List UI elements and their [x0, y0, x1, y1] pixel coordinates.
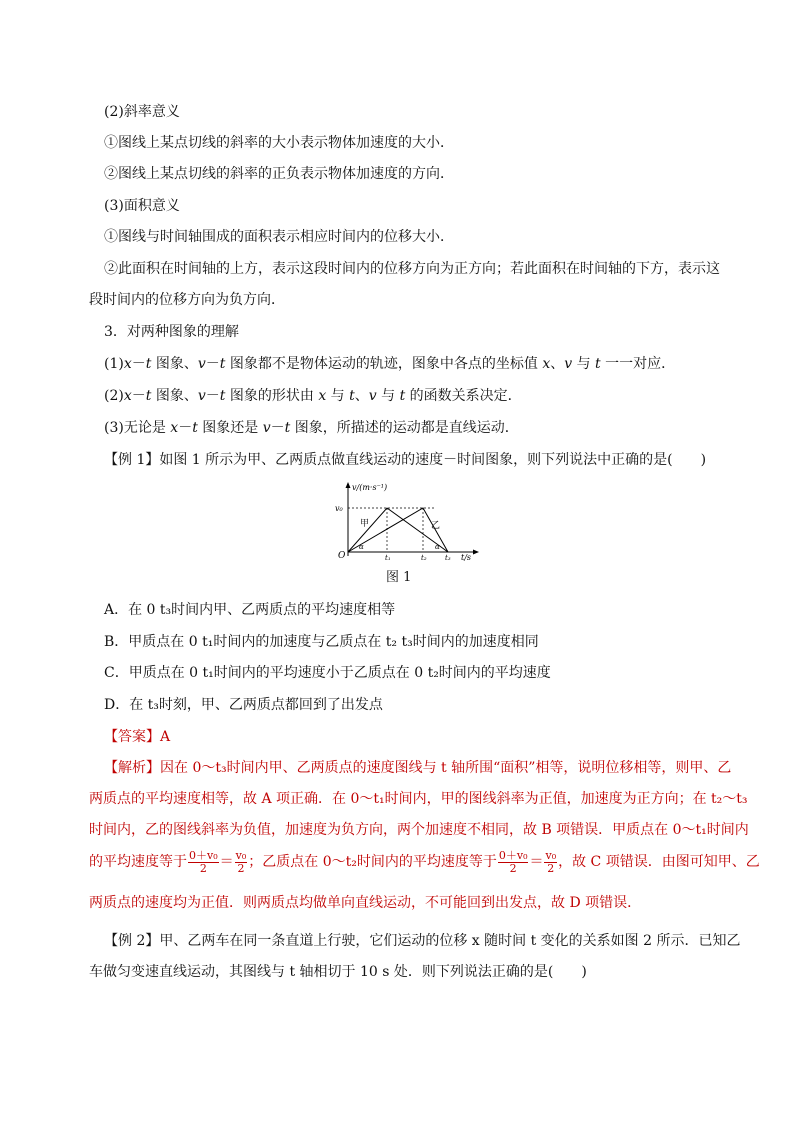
- yi-label: 乙: [431, 521, 441, 531]
- figure-1-caption: 图 1: [386, 570, 412, 585]
- understanding-1: (1)x－t 图象、v－t 图象都不是物体运动的轨迹，图象中各点的坐标值 x、v 与 t 一一对应．: [104, 356, 676, 372]
- t1-label: t₁: [385, 554, 391, 562]
- fraction-4: $\frac{\text{v₀}}{2}$: [545, 848, 557, 875]
- jia-label: 甲: [360, 519, 370, 529]
- alpha-label-2: α: [435, 543, 440, 551]
- example-2-question-2: 车做匀变速直线运动，其图线与 t 轴相切于 10 s 处．则下列说法正确的是( ): [89, 964, 587, 980]
- analysis-line-3: 时间内，乙的图线斜率为负值，加速度为负方向，两个加速度不相同，故 B 项错误．甲质点在 0～t₁时间内: [89, 822, 749, 838]
- slope-point-2: ②图线上某点切线的斜率的正负表示物体加速度的方向．: [104, 166, 454, 182]
- example-1-answer: 【答案】A: [104, 729, 171, 745]
- option-b: B．甲质点在 0 t₁时间内的加速度与乙质点在 t₂ t₃时间内的加速度相同: [104, 634, 539, 650]
- slope-point-1: ①图线上某点切线的斜率的大小表示物体加速度的大小．: [104, 135, 454, 151]
- v-axis-arrow: [346, 482, 351, 488]
- fraction-1: $\frac{\text{0＋v₀}}{2}$: [189, 848, 218, 875]
- option-c: C．甲质点在 0 t₁时间内的平均速度小于乙质点在 0 t₂时间内的平均速度: [104, 665, 551, 681]
- v-axis-label: v/(m·s⁻¹): [352, 483, 388, 492]
- t-axis-arrow: [473, 550, 479, 555]
- option-d: D．在 t₃时刻，甲、乙两质点都回到了出发点: [104, 697, 383, 713]
- area-meaning-heading: (3)面积意义: [104, 198, 180, 214]
- area-point-1: ①图线与时间轴围成的面积表示相应时间内的位移大小．: [104, 229, 454, 245]
- understanding-2: (2)x－t 图象、v－t 图象的形状由 x 与 t、v 与 t 的函数关系决定．: [104, 388, 522, 404]
- example-2-question-1: 【例 2】甲、乙两车在同一条直道上行驶，它们运动的位移 x 随时间 t 变化的关系如图 2 所示．已知乙: [104, 933, 741, 949]
- understanding-heading: 3．对两种图象的理解: [104, 324, 239, 340]
- fraction-3: $\frac{\text{0＋v₀}}{2}$: [498, 848, 528, 875]
- area-point-2: ②此面积在时间轴的上方，表示这段时间内的位移方向为正方向；若此面积在时间轴的下方，表示这: [104, 261, 720, 277]
- slope-meaning-heading: (2)斜率意义: [104, 104, 180, 120]
- option-a: A．在 0 t₃时间内甲、乙两质点的平均速度相等: [104, 602, 396, 618]
- v0-label: v₀: [335, 504, 343, 513]
- analysis-line-5: 两质点的速度均为正值．则两质点均做单向直线运动，不可能回到出发点，故 D 项错误．: [89, 895, 642, 911]
- t-axis-label: t/s: [461, 553, 472, 562]
- t2-label: t₂: [421, 554, 427, 562]
- area-point-2-cont: 段时间内的位移方向为负方向．: [89, 292, 285, 308]
- example-1-question: 【例 1】如图 1 所示为甲、乙两质点做直线运动的速度－时间图象，则下列说法中正确的是( ): [104, 452, 707, 468]
- fraction-2: $\frac{\text{v₀}}{2}$: [235, 848, 247, 875]
- analysis-line-1: 【解析】因在 0～t₃时间内甲、乙两质点的速度图线与 t 轴所围“面积”相等，说明位移相等，则甲、乙: [104, 760, 732, 776]
- t3-label: t₃: [445, 554, 451, 562]
- understanding-3: (3)无论是 x－t 图象还是 v－t 图象，所描述的运动都是直线运动．: [104, 420, 519, 436]
- velocity-time-figure: [335, 478, 485, 562]
- analysis-line-4: 的平均速度等于 $\frac{\text{0＋v₀}}{2}$ ＝ $\frac{\text{v₀}}{2}$ ；乙质点在 0～t₂时间内的平均速度等于 $\frac{\text{0＋v₀}}{2}$ ＝ $\frac{\text{v₀}}{2}$ ，故 C 项错误．由图可知甲、乙: [89, 848, 760, 875]
- analysis-line-2: 两质点的平均速度相等，故 A 项正确．在 0～t₁时间内，甲的图线斜率为正值，加速度为正方向；在 t₂～t₃: [89, 791, 748, 807]
- origin-label: O: [338, 551, 346, 561]
- alpha-label-1: α: [359, 543, 364, 551]
